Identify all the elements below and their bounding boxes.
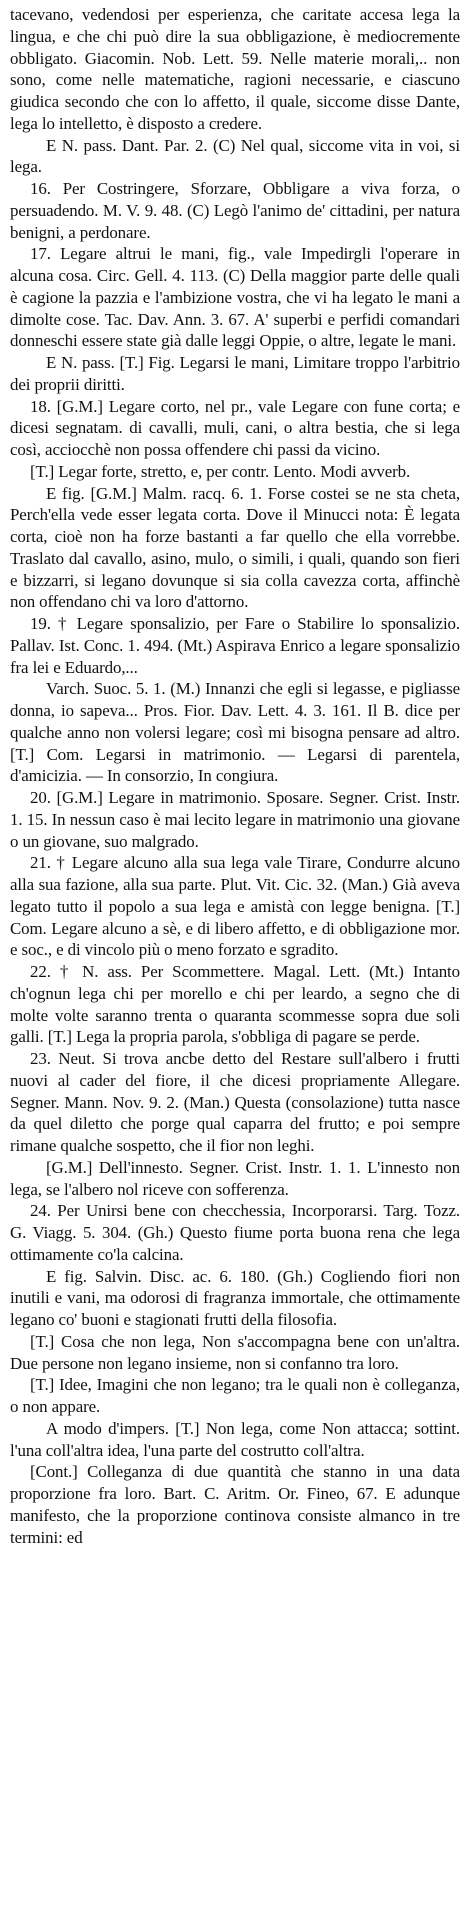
text-column [10,4,460,1548]
paragraph-e-n-pass: E N. pass. Dant. Par. 2. (C) Nel qual, siccome vita in voi, si lega. [10,135,460,177]
entry-18: 18. [G.M.] Legare corto, nel pr., vale Legare con fune corta; e dicesi segnatam. di cavalli, muli, cani, o altra bestia, che si lega così, acciocchè non possa offendere chi passi da vicino. [10,396,460,459]
entry-24: 24. Per Unirsi bene con checchessia, Incorporarsi. Targ. Tozz. G. Viagg. 5. 304. (Gh.) Questo fiume porta buona rena che lega ottimamente co'la calcina. [10,1201,460,1264]
entry-22: 22. † N. ass. Per Scommettere. Magal. Lett. (Mt.) Intanto ch'ognun lega chi per morello e chi per leardo, a segno che di molte volte saranno trenta o quaranta scommesse sopra due soli galli. [T.] Lega la propria parola, s'obbliga di pagare se perde. [10,962,460,1047]
entry-16: 16. Per Costringere, Sforzare, Obbligare a viva forza, o persuadendo. M. V. 9. 48. (C) Legò l'animo de' cittadini, per natura benigni, a perdonare. [10,179,460,242]
paragraph-24-impers: A modo d'impers. [T.] Non lega, come Non attacca; sottint. l'una coll'altra idea, l'una parte del costrutto coll'altra. [10,1418,460,1460]
paragraph-24-fig: E fig. Salvin. Disc. ac. 6. 180. (Gh.) Cogliendo fiori non inutili e vani, ma odorosi di fragranza immortale, che ottimamente legano co' buoni e stagionati frutti della filosofia. [10,1266,460,1329]
entry-21: 21. † Legare alcuno alla sua lega vale Tirare, Condurre alcuno alla sua fazione, alla sua parte. Plut. Vit. Cic. 32. (Man.) Già aveva legato tutto il popolo a sua lega e amistà con legge benigna. [T.] Com. Legare alcuno a sè, e di libero affetto, e di obbligazione mor. e soc., e di vincolo più o meno forzato e sgradito. [10,853,460,960]
paragraph-24-idee: [T.] Idee, Imagini che non legano; tra le quali non è colleganza, o non appare. [10,1375,460,1416]
entry-23: 23. Neut. Si trova ancbe detto del Restare sull'albero i frutti nuovi al cader del fiore, il che dicesi propriamente Allegare. Segner. Mann. Nov. 9. 2. (Man.) Questa (consolazione) tutta nasce da quel diletto che porge qual caparra del frutto; e poi sempre rimane qualche sospetto, che il fior non leghi. [10,1049,460,1155]
paragraph-23-innesto: [G.M.] Dell'innesto. Segner. Crist. Instr. 1. 1. L'innesto non lega, se l'albero nol riceve con sofferenza. [10,1157,460,1199]
entry-19: 19. † Legare sponsalizio, per Fare o Stabilire lo sponsalizio. Pallav. Ist. Conc. 1. 494. (Mt.) Aspirava Enrico a legare sponsalizio fra lei e Eduardo,... [10,614,460,677]
paragraph-18-fig: E fig. [G.M.] Malm. racq. 6. 1. Forse costei se ne sta cheta, Perch'ella vede esser legata corta. Dove il Minucci nota: È legata corta, cioè non ha forze bastanti a far quello che ella vorrebbe. Traslato dal cavallo, asino, mulo, o simili, i quali, quando son fieri e bizzarri, si legano dovunque si sia colla cavezza corta, affinchè non offendano chi va loro d'attorno. [10,483,460,612]
entry-17: 17. Legare altrui le mani, fig., vale Impedirgli l'operare in alcuna cosa. Circ. Gell. 4. 113. (C) Della maggior parte delle quali è cagione la pazzia e l'ambizione vostra, che vi ha legato le mani a dimolte cose. Tac. Dav. Ann. 3. 67. A' superbi e perfidi comandari donneschi essere state già dalle leggi Oppie, o altre, legate le mani. [10,244,460,351]
paragraph-24-cont: [Cont.] Colleganza di due quantità che stanno in una data proporzione fra loro. Bart. C. Aritm. Or. Fineo, 67. E adunque manifesto, che la proporzione continova consiste almanco in tre termini: ed [10,1462,460,1547]
paragraph-continuation: tacevano, vedendosi per esperienza, che caritate accesa lega la lingua, e che chi può dire la sua obbligazione, è mediocremente obbligato. Giacomin. Nob. Lett. 59. Nelle materie morali,.. non sono, come nelle matematiche, ragioni necessarie, e ciascuno giudica secondo che con lo affetto, il quale, siccome disse Dante, lega lo intelletto, è disposto a credere. [10,5,460,133]
paragraph-24-non-lega: [T.] Cosa che non lega, Non s'accompagna bene con un'altra. Due persone non legano insieme, non si confanno tra loro. [10,1331,460,1373]
paragraph-19-varch: Varch. Suoc. 5. 1. (M.) Innanzi che egli si legasse, e pigliasse donna, io sapeva... Pros. Fior. Dav. Lett. 4. 3. 161. Il B. dice per qualche anno non volersi legare; così mi bisogna pensare ad altro. [T.] Com. Legarsi in matrimonio. — Legarsi di parentela, d'amicizia. — In consorzio, In congiura. [10,679,460,786]
paragraph-18-modi: [T.] Legar forte, stretto, e, per contr. Lento. Modi avverb. [30,461,411,481]
paragraph-17-fig: E N. pass. [T.] Fig. Legarsi le mani, Limitare troppo l'arbitrio dei proprii diritti. [10,353,460,394]
entry-20: 20. [G.M.] Legare in matrimonio. Sposare. Segner. Crist. Instr. 1. 15. In nessun caso è mai lecito legare in matrimonio una giovane o un giovane, suo malgrado. [10,788,460,851]
